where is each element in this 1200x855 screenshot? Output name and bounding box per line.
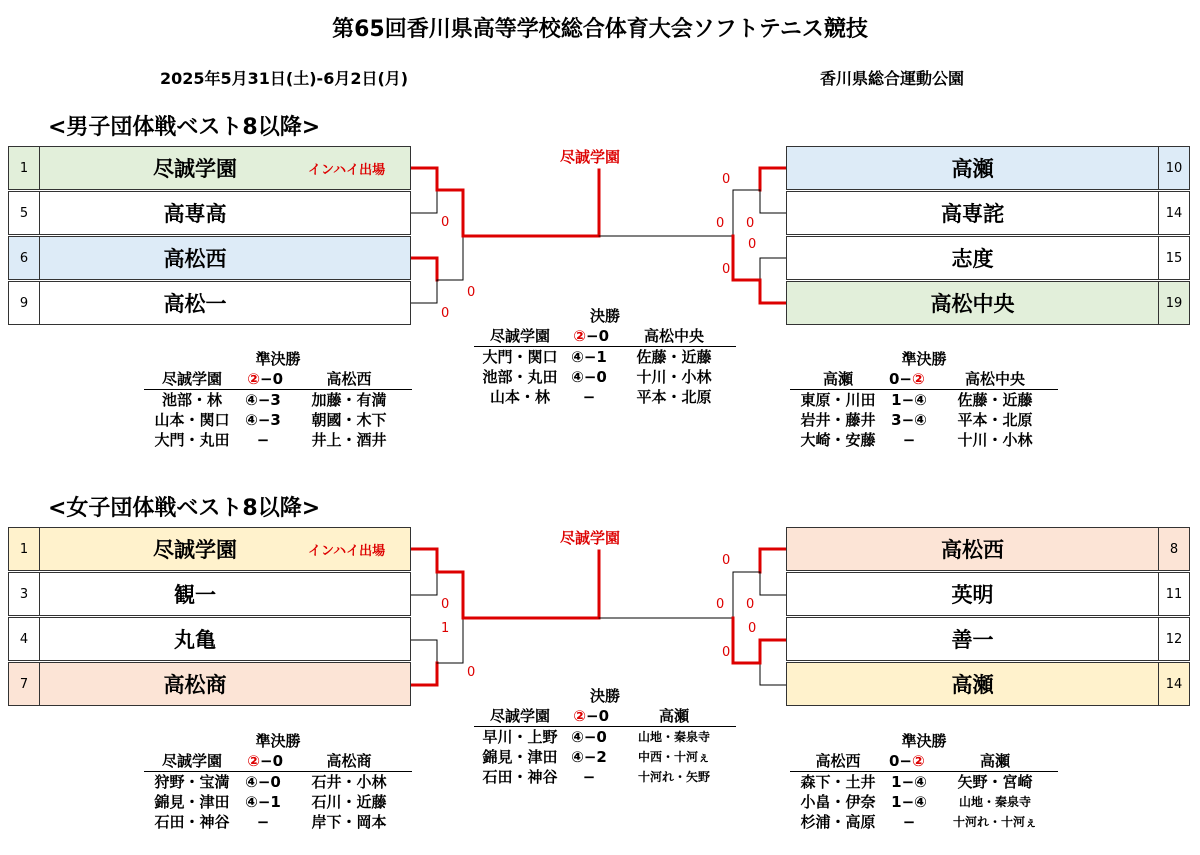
seed-number: 6 [9, 237, 40, 279]
table-row [474, 387, 736, 407]
men-semi-left-r1-b: 加藤・有満 [311, 391, 387, 409]
team-name: 丸亀 [174, 628, 216, 652]
men-final-team-b: 高松中央 [643, 327, 704, 345]
men-right-team-row [786, 191, 1190, 235]
women-final-head [474, 706, 736, 727]
seed-number: 1 [9, 147, 40, 189]
seed-number: 9 [9, 282, 40, 324]
women-semi-left-table [144, 731, 412, 832]
men-final-team-a: 尽誠学園 [489, 327, 550, 345]
men-semi-left-score-a: ② [247, 370, 260, 388]
men-final-title: 決勝 [589, 307, 620, 325]
team-name: 高松西 [941, 538, 1004, 562]
table-row [474, 347, 736, 367]
table-row [144, 812, 412, 832]
team-name: 尽誠学園 [153, 157, 237, 181]
men-score-final-left: 0 [716, 216, 725, 231]
women-semi-left-score-a: ② [247, 752, 260, 770]
men-section-heading: <男子団体戦ベスト8以降> [48, 115, 321, 140]
women-inhai-label: インハイ出場 [308, 544, 386, 559]
women-final-r3-b: 十河れ・矢野 [637, 770, 710, 784]
women-score-l1: 0 [441, 597, 450, 612]
men-semi-right-r1-a: 東原・川田 [800, 391, 876, 409]
team-name: 高松中央 [930, 292, 1015, 316]
women-semi-left-team-b: 高松商 [326, 752, 372, 770]
women-semi-right-r2-a: 小畠・伊奈 [800, 793, 876, 811]
women-score-r3: 0 [722, 645, 731, 660]
women-semi-right-r2-b: 山地・秦泉寺 [958, 795, 1031, 809]
men-semi-right-r3-score: − [902, 431, 916, 449]
women-semi-right-r1-score: 1−④ [891, 773, 927, 791]
men-semi-left-r3-score: − [256, 431, 270, 449]
men-final-r3-b: 平本・北原 [636, 388, 712, 406]
women-semi-left-r1-score: ④−0 [245, 773, 281, 791]
men-semi-right-r2-b: 平本・北原 [957, 411, 1033, 429]
table-row [474, 727, 736, 747]
table-row [144, 430, 412, 450]
women-score-final-left: 0 [716, 597, 725, 612]
women-final-table [474, 686, 736, 787]
men-semi-right-team-a: 高瀬 [822, 370, 853, 388]
men-semi-left-r2-score: ④−3 [245, 411, 281, 429]
women-left-team-row [8, 662, 411, 706]
seed-number: 7 [9, 663, 40, 705]
women-semi-right-r3-a: 杉浦・高原 [800, 813, 876, 831]
table-row [144, 792, 412, 812]
women-score-final-right: 0 [746, 597, 755, 612]
table-row [144, 390, 412, 410]
men-semi-right-team-b: 高松中央 [964, 370, 1025, 388]
men-left-team-row [8, 281, 411, 325]
women-right-team-row [786, 572, 1190, 616]
women-final-team-b: 高瀬 [658, 707, 689, 725]
men-semi-right-score-a: 0− [888, 370, 912, 388]
women-score-l3: 0 [467, 665, 476, 680]
table-row [474, 767, 736, 787]
seed-number: 15 [1158, 237, 1189, 279]
men-semi-left-team-b: 高松西 [326, 370, 372, 388]
men-champion: 尽誠学園 [560, 148, 621, 166]
women-score-r1: 0 [722, 553, 731, 568]
women-semi-right-table [790, 731, 1058, 832]
table-row [144, 410, 412, 430]
seed-number: 1 [9, 528, 40, 570]
women-semi-left-score-b: −0 [260, 752, 284, 770]
team-name: 高専高 [163, 202, 227, 226]
men-semi-right-r3-b: 十川・小林 [957, 431, 1033, 449]
men-semi-right-score-b: ② [912, 370, 925, 388]
table-row [790, 772, 1058, 792]
men-right-team-row [786, 236, 1190, 280]
women-semi-left-r1-b: 石井・小林 [311, 773, 387, 791]
team-name: 善一 [951, 628, 994, 652]
team-name: 英明 [951, 583, 994, 607]
women-final-r1-b: 山地・秦泉寺 [637, 730, 710, 744]
women-semi-right-r1-b: 矢野・宮崎 [957, 773, 1033, 791]
men-score-r3: 0 [722, 262, 731, 277]
women-semi-right-title: 準決勝 [901, 732, 947, 750]
men-score-r2: 0 [748, 237, 757, 252]
women-semi-right-head [790, 751, 1058, 772]
seed-number: 5 [9, 192, 40, 234]
men-semi-right-head [790, 369, 1058, 390]
women-final-score-a: ② [573, 707, 586, 725]
men-final-rows [474, 347, 736, 407]
men-final-r1-b: 佐藤・近藤 [636, 348, 712, 366]
men-right-team-row [786, 146, 1190, 190]
seed-number: 14 [1158, 663, 1189, 705]
women-semi-left-r2-a: 錦見・津田 [154, 793, 230, 811]
women-final-r2-b: 中西・十河ぇ [637, 750, 710, 764]
women-semi-left-r2-score: ④−1 [245, 793, 281, 811]
women-final-r1-score: ④−0 [571, 728, 607, 746]
women-right-team-row [786, 617, 1190, 661]
women-semi-right-r2-score: 1−④ [891, 793, 927, 811]
women-semi-right-score-a: 0− [888, 752, 912, 770]
seed-number: 8 [1158, 528, 1189, 570]
women-semi-left-r3-a: 石田・神谷 [154, 813, 230, 831]
women-final-team-a: 尽誠学園 [489, 707, 550, 725]
men-score-l1: 0 [441, 215, 450, 230]
event-date: 2025年5月31日(土)-6月2日(月) [160, 69, 409, 88]
women-semi-left-r1-a: 狩野・宝満 [154, 773, 230, 791]
women-final-title: 決勝 [589, 687, 620, 705]
women-semi-left-r3-score: − [256, 813, 270, 831]
team-name: 観一 [174, 583, 216, 607]
men-final-score-a: ② [573, 327, 586, 345]
men-final-r2-score: ④−0 [571, 368, 607, 386]
women-final-score-b: −0 [586, 707, 610, 725]
men-semi-left-r1-score: ④−3 [245, 391, 281, 409]
men-final-r1-score: ④−1 [571, 348, 607, 366]
men-semi-right-title: 準決勝 [901, 350, 947, 368]
men-final-r3-score: − [582, 388, 596, 406]
men-semi-left-r2-b: 朝國・木下 [311, 411, 387, 429]
men-score-final-right: 0 [746, 216, 755, 231]
women-final-r3-a: 石田・神谷 [482, 768, 558, 786]
men-semi-left-r3-a: 大門・丸田 [154, 431, 230, 449]
seed-number: 10 [1158, 147, 1189, 189]
women-section-heading: <女子団体戦ベスト8以降> [48, 496, 321, 521]
men-semi-right-r2-score: 3−④ [891, 411, 927, 429]
women-final-r3-score: − [582, 768, 596, 786]
team-name: 高松一 [163, 292, 227, 316]
table-row [790, 410, 1058, 430]
men-final-head [474, 326, 736, 347]
table-row [474, 367, 736, 387]
seed-number: 3 [9, 573, 40, 615]
women-left-team-row [8, 572, 411, 616]
women-semi-right-team-a: 高松西 [815, 752, 861, 770]
men-final-r1-a: 大門・関口 [482, 348, 558, 366]
men-final-r3-a: 山本・林 [489, 388, 550, 406]
team-name: 高専詫 [941, 202, 1004, 226]
women-right-team-row [786, 662, 1190, 706]
team-name: 高瀬 [951, 157, 994, 181]
women-final-r1-a: 早川・上野 [482, 728, 558, 746]
women-score-r2: 0 [748, 621, 757, 636]
seed-number: 14 [1158, 192, 1189, 234]
women-semi-left-title: 準決勝 [255, 732, 301, 750]
men-semi-left-score-b: −0 [260, 370, 284, 388]
women-left-team-row [8, 617, 411, 661]
table-row [790, 792, 1058, 812]
men-right-team-row [786, 281, 1190, 325]
men-semi-left-r2-a: 山本・関口 [154, 411, 230, 429]
men-final-r2-a: 池部・丸田 [482, 368, 558, 386]
men-final-table [474, 306, 736, 407]
table-row [144, 772, 412, 792]
women-final-r2-a: 錦見・津田 [482, 748, 558, 766]
women-semi-left-head [144, 751, 412, 772]
men-semi-right-r1-score: 1−④ [891, 391, 927, 409]
team-name: 高松商 [163, 673, 227, 697]
men-semi-left-r1-a: 池部・林 [161, 391, 222, 409]
men-semi-left-r3-b: 井上・酒井 [311, 431, 387, 449]
team-name: 志度 [951, 247, 994, 271]
event-venue: 香川県総合運動公園 [820, 69, 965, 88]
men-score-l2: 0 [467, 285, 476, 300]
men-left-team-row [8, 236, 411, 280]
men-final-score-b: −0 [586, 327, 610, 345]
women-champion: 尽誠学園 [560, 529, 621, 547]
women-semi-right-team-b: 高瀬 [979, 752, 1010, 770]
women-semi-left-team-a: 尽誠学園 [161, 752, 222, 770]
men-score-r1: 0 [722, 172, 731, 187]
men-semi-right-r1-b: 佐藤・近藤 [957, 391, 1033, 409]
table-row [474, 747, 736, 767]
women-semi-right-score-b: ② [912, 752, 925, 770]
team-name: 尽誠学園 [153, 538, 237, 562]
men-semi-right-table [790, 349, 1058, 450]
men-semi-left-table [144, 349, 412, 450]
women-semi-right-r3-score: − [902, 813, 916, 831]
women-semi-left-r2-b: 石川・近藤 [311, 793, 387, 811]
seed-number: 4 [9, 618, 40, 660]
men-left-team-row [8, 191, 411, 235]
men-semi-right-r3-a: 大崎・安藤 [800, 431, 876, 449]
women-score-l2: 1 [441, 621, 450, 636]
women-final-r2-score: ④−2 [571, 748, 607, 766]
table-row [790, 390, 1058, 410]
women-semi-right-r1-a: 森下・土井 [800, 773, 876, 791]
women-right-team-row [786, 527, 1190, 571]
table-row [790, 430, 1058, 450]
men-inhai-label: インハイ出場 [308, 163, 386, 178]
team-name: 高瀬 [951, 673, 994, 697]
team-name: 高松西 [163, 247, 227, 271]
men-semi-left-team-a: 尽誠学園 [161, 370, 222, 388]
men-semi-left-head [144, 369, 412, 390]
women-semi-left-r3-b: 岸下・岡本 [311, 813, 387, 831]
seed-number: 19 [1158, 282, 1189, 324]
table-row [790, 812, 1058, 832]
seed-number: 11 [1158, 573, 1189, 615]
men-final-r2-b: 十川・小林 [636, 368, 712, 386]
men-score-l3: 0 [441, 306, 450, 321]
men-semi-right-r2-a: 岩井・藤井 [800, 411, 876, 429]
women-semi-right-r3-b: 十河れ・十河ぇ [952, 815, 1037, 829]
page-title: 第65回香川県高等学校総合体育大会ソフトテニス競技 [332, 17, 868, 42]
men-semi-left-title: 準決勝 [255, 350, 301, 368]
seed-number: 12 [1158, 618, 1189, 660]
